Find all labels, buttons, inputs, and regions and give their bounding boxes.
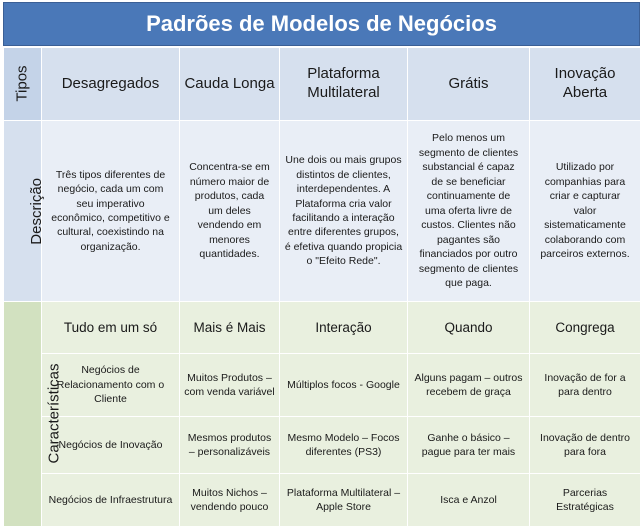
c3-cauda-longa: Muitos Nichos – vendendo pouco [180, 474, 280, 527]
descricao-row-label: Descrição [4, 121, 42, 302]
subtitulo-row [4, 302, 641, 354]
tipos-row-label: Tipos [4, 48, 42, 121]
tipo-desagregados: Desagregados [42, 48, 180, 121]
c3-gratis: Isca e Anzol [408, 474, 530, 527]
caracteristica-row-2 [4, 417, 641, 474]
caracteristica-row-1 [4, 354, 641, 417]
caracteristica-row-3 [4, 474, 641, 527]
subtitulo-cauda-longa: Mais é Mais [180, 302, 280, 354]
descricao-cauda-longa: Concentra-se em número maior de produtos, cada um deles vendendo em menores quantidades. [180, 121, 280, 302]
c2-inovacao-aberta: Inovação de dentro para fora [530, 417, 641, 474]
descricao-inovacao-aberta: Utilizado por companhias para criar e capturar valor sistematicamente colaborando com parceiros externos. [530, 121, 641, 302]
subtitulo-inovacao-aberta: Congrega [530, 302, 641, 354]
business-model-patterns-table [3, 47, 641, 527]
c1-plataforma-multilateral: Múltiplos focos - Google [280, 354, 408, 417]
descricao-row [4, 121, 641, 302]
c2-cauda-longa: Mesmos produtos – personalizáveis [180, 417, 280, 474]
subtitulo-gratis: Quando [408, 302, 530, 354]
caracteristicas-row-label: Características [4, 302, 42, 527]
c3-plataforma-multilateral: Plataforma Multilateral – Apple Store [280, 474, 408, 527]
tipo-inovacao-aberta: Inovação Aberta [530, 48, 641, 121]
subtitulo-plataforma-multilateral: Interação [280, 302, 408, 354]
tipos-row [4, 48, 641, 121]
descricao-desagregados: Três tipos diferentes de negócio, cada um com seu imperativo econômico, competitivo e cultural, coexistindo na organização. [42, 121, 180, 302]
tipo-plataforma-multilateral: Plataforma Multilateral [280, 48, 408, 121]
descricao-plataforma-multilateral: Une dois ou mais grupos distintos de clientes, interdependentes. A Plataforma cria valor facilitando a interação entre diferentes grupos, é efetiva quando propicia o "Efeito Rede". [280, 121, 408, 302]
descricao-gratis: Pelo menos um segmento de clientes substancial é capaz de se beneficiar continuamente de uma oferta livre de custos. Clientes não pagantes são financiados por outro segmento de clientes que paga. [408, 121, 530, 302]
page-title: Padrões de Modelos de Negócios [3, 2, 640, 46]
c1-inovacao-aberta: Inovação de for a para dentro [530, 354, 641, 417]
c1-cauda-longa: Muitos Produtos – com venda variável [180, 354, 280, 417]
c3-inovacao-aberta: Parcerias Estratégicas [530, 474, 641, 527]
c1-desagregados: Negócios de Relacionamento com o Cliente [42, 354, 180, 417]
subtitulo-desagregados: Tudo em um só [42, 302, 180, 354]
tipo-gratis: Grátis [408, 48, 530, 121]
c2-gratis: Ganhe o básico – pague para ter mais [408, 417, 530, 474]
c2-plataforma-multilateral: Mesmo Modelo – Focos diferentes (PS3) [280, 417, 408, 474]
c1-gratis: Alguns pagam – outros recebem de graça [408, 354, 530, 417]
c3-desagregados: Negócios de Infraestrutura [42, 474, 180, 527]
c2-desagregados: Negócios de Inovação [42, 417, 180, 474]
tipo-cauda-longa: Cauda Longa [180, 48, 280, 121]
